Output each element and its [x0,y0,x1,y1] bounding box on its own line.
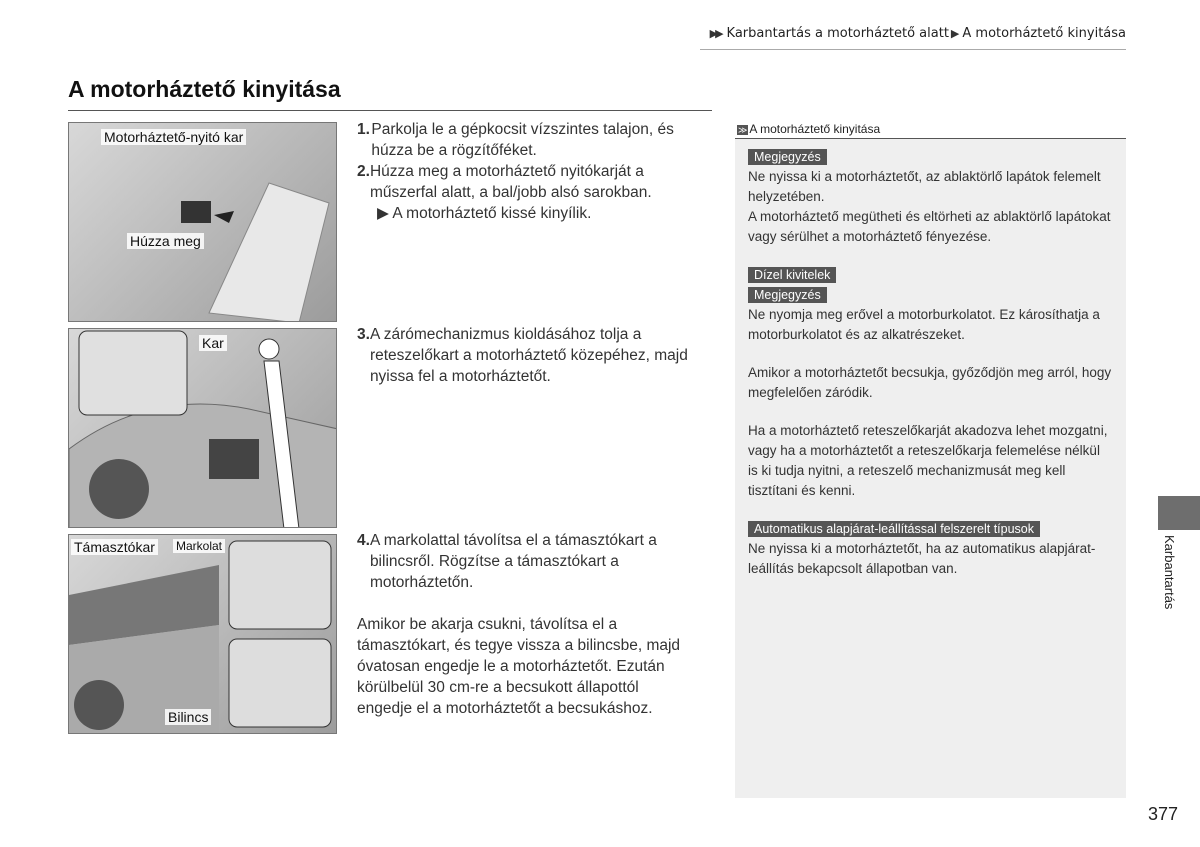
diesel-tag: Dízel kivitelek [748,267,836,283]
double-arrow-icon: ▶▶ [709,27,721,40]
panel-heading [735,122,1126,139]
figure-label: Bilincs [165,709,211,725]
figure-support-rod [68,534,337,734]
breadcrumb [710,26,1126,41]
step-result: A motorháztető kissé kinyílik. [392,205,592,222]
step-text: A markolattal távolítsa el a támasztókart a bilincsről. Rögzítse a támasztókart a motorháztetőn. [369,532,657,591]
step-number: 3. [357,326,370,343]
note-tag: Megjegyzés [748,149,827,165]
paragraph: Ha a motorháztető reteszelőkarját akadozva lehet mozgatni, vagy ha a motorháztetőt a reteszelőkarja felemelése nélkül is ki tudja nyitni, a reteszelő mechanizmusát meg kell tisztítani és kenni. [748,423,1108,498]
auto-stop-tag: Automatikus alapjárat-leállítással felszerelt típusok [748,521,1040,537]
paragraph: Amikor a motorháztetőt becsukja, győződjön meg arról, hogy megfelelően záródik. [748,365,1112,400]
section-tab-label[interactable]: Karbantartás [1162,535,1177,610]
step-number: 2. [357,163,370,180]
arrow-icon: ▶ [950,27,957,40]
step-text: Parkolja le a gépkocsit vízszintes talajon, és húzza be a rögzítőféket. [371,121,674,159]
figure-label: Húzza meg [127,233,204,249]
breadcrumb-item[interactable]: Karbantartás a motorháztető alatt [726,26,949,41]
step-4 [357,530,712,593]
step-text: A zárómechanizmus kioldásához tolja a reteszelőkart a motorháztető közepéhez, majd nyissa fel a motorháztetőt. [369,326,688,385]
step-number: 1. [357,121,370,138]
note-text: Ne nyissa ki a motorháztetőt, az ablaktörlő lapátok felemelt helyzetében. [748,169,1101,204]
result-arrow-icon: ▶ [377,205,393,222]
section-tab-marker[interactable] [1158,496,1200,530]
dashboard-illustration [69,123,337,322]
figure-latch-lever [68,328,337,528]
step-2 [357,161,712,224]
step-3 [357,324,712,387]
note-tag: Megjegyzés [748,287,827,303]
divider [68,110,712,111]
divider [700,49,1126,50]
step-1 [357,119,712,161]
note-text: Ne nyomja meg erővel a motorburkolatot. Ez károsíthatja a motorburkolatot és az alkatrészeket. [748,307,1100,342]
double-chevron-icon: ≫ [738,125,748,135]
notes-panel [735,122,1126,798]
closing-paragraph: Amikor be akarja csukni, távolítsa el a támasztókart, és tegye vissza a bilincsbe, majd óvatosan engedje le a motorháztetőt. Ezután körülbelül 30 cm-re a becsukott állapottól engedje el a motorháztetőt a becsukáshoz. [357,616,681,717]
step-number: 4. [357,532,370,549]
breadcrumb-item[interactable]: A motorháztető kinyitása [962,26,1126,41]
page-title: A motorháztető kinyitása [68,76,341,102]
figure-label: Markolat [173,539,225,553]
note-text: Ne nyissa ki a motorháztetőt, ha az automatikus alapjárat-leállítás bekapcsolt állapotban van. [748,541,1096,576]
note-text: A motorháztető megütheti és eltörheti az ablaktörlő lapátokat vagy sérülhet a motorháztető fényezése. [748,209,1111,244]
panel-heading-text: A motorháztető kinyitása [749,122,881,136]
page-number: 377 [1148,804,1179,824]
figure-label: Kar [199,335,227,351]
figure-label: Motorháztető-nyitó kar [101,129,246,145]
figure-hood-release-lever [68,122,337,322]
car-front-illustration [69,329,337,528]
figure-label: Támasztókar [71,539,158,555]
step-text: Húzza meg a motorháztető nyitókarját a műszerfal alatt, a bal/jobb alsó sarokban. [369,163,652,201]
engine-bay-illustration [69,535,337,734]
